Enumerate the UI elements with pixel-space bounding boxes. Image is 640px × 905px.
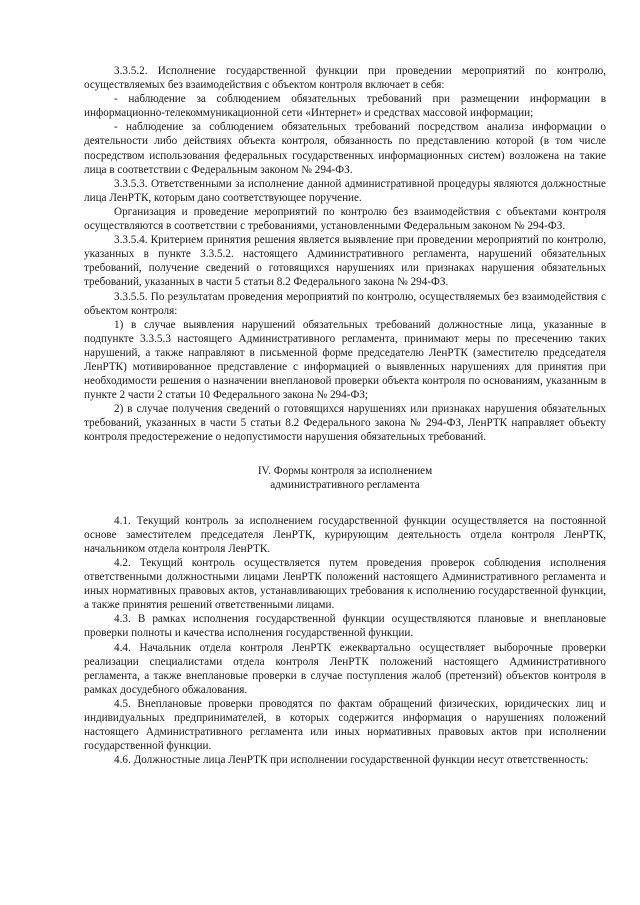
paragraph-3-3-5-5: 3.3.5.5. По результатам проведения мероприятий по контролю, осуществляемых без взаимодействия с объектом контроля: [84, 290, 606, 317]
paragraph-3-3-5-4: 3.3.5.4. Критерием принятия решения является выявление при проведении мероприятий по контролю, указанных в пункте 3.3.5.2. настоящего Административного регламента, нарушений обязательных требований, получение сведений о готовящихся нарушениях или признаках нарушения обязательных требований, указанных в части 5 статьи 8.2 Федерального закона № 294-ФЗ. [84, 234, 606, 289]
section-heading-line1: IV. Формы контроля за исполнением [257, 464, 433, 477]
paragraph-4-1: 4.1. Текущий контроль за исполнением государственной функции осуществляется на постоянной основе заместителем председателя ЛенРТК, курирующим деятельность отдела контроля ЛенРТК, начальником отдела контроля ЛенРТК. [84, 514, 606, 555]
paragraph-3-3-5-3: 3.3.5.3. Ответственными за исполнение данной административной процедуры являются должностные лица ЛенРТК, которым дано соответствующее поручение. [84, 177, 606, 204]
section-heading-line2: административного регламента [270, 478, 420, 491]
paragraph-4-4: 4.4. Начальник отдела контроля ЛенРТК ежеквартально осуществляет выборочные проверки реализации специалистами отдела контроля ЛенРТК положений настоящего Административного регламента, а также внеплановые проверки в случае поступления жалоб (претензий) объектов контроля в рамках досудебного обжалования. [84, 641, 606, 696]
paragraph-4-3: 4.3. В рамках исполнения государственной функции осуществляются плановые и внеплановые проверки полноты и качества исполнения государственной функции. [84, 613, 606, 640]
paragraph-4-2: 4.2. Текущий контроль осуществляется путем проведения проверок соблюдения исполнения ответственными должностными лицами ЛенРТК положений настоящего Административного регламента и иных нормативных правовых актов, устанавливающих требования к исполнению государственной функции, а также принятия решений ответственными лицами. [84, 557, 606, 612]
document-body [84, 64, 606, 767]
paragraph-3-3-5-2: 3.3.5.2. Исполнение государственной функции при проведении мероприятий по контролю, осуществляемых без взаимодействия с объектом контроля включает в себя: [84, 65, 606, 92]
paragraph-4-6: 4.6. Должностные лица ЛенРТК при исполнении государственной функции несут ответственность: [114, 754, 589, 767]
bullet-internet-monitoring: - наблюдение за соблюдением обязательных требований при размещении информации в информационно-телекоммуникационной сети «Интернет» и средствах массовой информации; [84, 93, 606, 120]
item-2-warning: 2) в случае получения сведений о готовящихся нарушениях или признаках нарушения обязательных требований, указанных в части 5 статьи 8.2 Федерального закона № 294-ФЗ, ЛенРТК направляет объекту контроля предостережение о недопустимости нарушения обязательных требований. [84, 403, 606, 444]
paragraph-4-5: 4.5. Внеплановые проверки проводятся по фактам обращений физических, юридических лиц и индивидуальных предпринимателей, в которых содержится информация о нарушениях положений настоящего Административного регламента или иных нормативных правовых актов при исполнении государственной функции. [84, 697, 606, 753]
bullet-information-analysis: - наблюдение за соблюдением обязательных требований посредством анализа информации о деятельности либо действиях объекта контроля, обязанность по представлению которой (в том числе посредством использования федеральных государственных информационных систем) возложена на такие лица в соответствии с Федеральным законом № 294-ФЗ. [84, 121, 606, 176]
item-1-violations: 1) в случае выявления нарушений обязательных требований должностные лица, указанные в подпункте 3.3.5.3 настоящего Административного регламента, принимают меры по пресечению таких нарушений, а также направляют в письменной форме председателю ЛенРТК (заместителю председателя ЛенРТК) мотивированное представление с информацией о выявленных нарушениях для принятия при необходимости решения о назначении внеплановой проверки объекта контроля по основаниям, указанным в пункте 2 части 2 статьи 10 Федерального закона № 294-ФЗ; [84, 318, 606, 402]
paragraph-organization: Организация и проведение мероприятий по контролю без взаимодействия с объектами контроля осуществляются в соответствии с требованиями, установленными Федеральным законом № 294-ФЗ. [84, 205, 606, 233]
section-heading [84, 464, 606, 492]
